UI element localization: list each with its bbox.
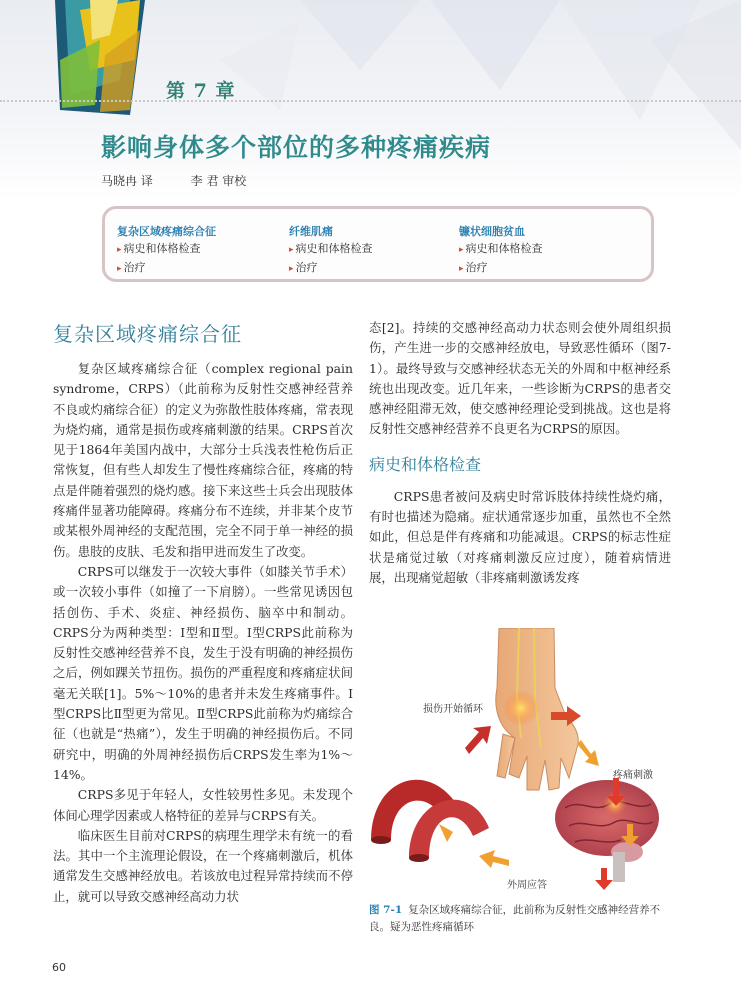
pain-cycle-illustration <box>369 628 671 896</box>
toc-item: ▸ 治疗 <box>117 259 216 278</box>
label-injury-cycle: 损伤开始循环 <box>423 704 483 715</box>
caption-text: 复杂区域疼痛综合征，此前称为反射性交感神经营养不良。疑为恶性疼痛循环 <box>369 904 661 933</box>
paragraph: 态[2]。持续的交感神经高动力状态则会使外周组织损伤，产生进一步的交感神经放电，导致恶性循环（图7-1）。最终导致与交感神经状态无关的外周和中枢神经系统也出现改变。近几年来，一些诊断为CRPS的患者交感神经阻滞无效，使交感神经理论受到挑战。这也是将反射性交感神经营养不良更名为CRPS的原因。 <box>369 320 671 437</box>
toc-item: ▸ 治疗 <box>289 259 373 278</box>
brain <box>555 778 659 890</box>
arrow-orange <box>577 740 599 766</box>
paragraph: CRPS可以继发于一次较大事件（如膝关节手术）或一次较小事件（如撞了一下肩膀）。一些常见诱因包括创伤、手术、炎症、神经损伤、脑卒中和制动。CRPS分为两种类型：Ⅰ型和Ⅱ型。Ⅰ型CRPS此前称为反射性交感神经营养不良，发生于没有明确的神经损伤之后，例如踝关节扭伤。损伤的严重程度和疼痛症状间毫无关联[1]。5%～10%的患者并未发生疼痛事件。Ⅰ型CRPS比Ⅱ型更为常见。Ⅱ型CRPS此前称为灼痛综合征（也就是“热痛”），发生于明确的神经损伤后。不同研究中，明确的外周神经损伤后CRPS发生率为1%～14%。 <box>53 563 353 782</box>
toc-item: ▸ 病史和体格检查 <box>289 240 373 259</box>
translator: 马晓冉 译 <box>101 174 153 188</box>
toc-heading: 纤维肌痛 <box>289 225 333 238</box>
chapter-number: 第 7 章 <box>166 80 236 102</box>
figure-7-1 <box>369 628 671 896</box>
reviewer: 李 君 审校 <box>190 174 247 188</box>
translator-line <box>101 172 280 189</box>
label-peripheral-response: 外周应答 <box>507 880 547 891</box>
toc-heading: 镰状细胞贫血 <box>459 225 525 238</box>
page-number: 60 <box>52 961 66 974</box>
header-dotted-line <box>0 100 741 102</box>
label-pain-stimulus: 疼痛刺激 <box>613 770 653 781</box>
toc-item: ▸ 治疗 <box>459 259 543 278</box>
left-column <box>53 318 353 907</box>
right-column <box>369 318 671 588</box>
toc-item: ▸ 病史和体格检查 <box>459 240 543 259</box>
arrow-red <box>465 726 491 754</box>
paragraph: CRPS多见于年轻人，女性较男性多见。未发现个体间心理学因素或人格特征的差异与CRPS有关。 <box>53 787 353 823</box>
toc-heading: 复杂区域疼痛综合征 <box>117 225 216 238</box>
paragraph: CRPS患者被问及病史时常诉肢体持续性烧灼痛，有时也描述为隐痛。症状通常逐步加重，虽然也不全然如此，但总是伴有疼痛和功能减退。CRPS的标志性症状是痛觉过敏（对疼痛刺激反应过度），随着病情进展，出现痛觉超敏（非疼痛刺激诱发疼 <box>369 488 671 585</box>
chapter-contents-box <box>102 206 654 282</box>
paragraph: 临床医生目前对CRPS的病理生理学未有统一的看法。其中一个主流理论假设，在一个疼痛刺激后，机体通常发生交感神经放电。若该放电过程异常持续而不停止，就可以导致交感神经高动力状 <box>53 827 353 904</box>
figure-number: 图 7-1 <box>369 904 403 916</box>
toc-column <box>459 223 543 278</box>
arrow-orange <box>479 850 509 868</box>
paragraph: 复杂区域疼痛综合征（complex regional pain syndrome，CRPS）（此前称为反射性交感神经营养不良或灼痛综合征）的定义为弥散性肢体疼痛，常表现为烧灼痛，通常是损伤或疼痛刺激的结果。CRPS首次见于1864年美国内战中，大部分士兵浅表性枪伤后正常恢复，但有些人却发生了慢性疼痛综合征，疼痛的特点是伴随着强烈的烧灼感。接下来这些士兵会出现肢体疼痛伴显著功能障碍。疼痛分布不连续，并非某个皮节或某根外周神经的支配范围，完全不同于单一神经的损伤。患肢的皮肤、毛发和指甲进而发生了改变。 <box>53 361 353 559</box>
toc-column <box>117 223 216 278</box>
chapter-title: 影响身体多个部位的多种疼痛疾病 <box>101 133 492 162</box>
injury-glow <box>503 690 539 726</box>
toc-column <box>289 223 373 278</box>
subsection-heading: 病史和体格检查 <box>369 454 482 474</box>
section-heading: 复杂区域疼痛综合征 <box>53 322 242 346</box>
toc-item: ▸ 病史和体格检查 <box>117 240 216 259</box>
figure-caption <box>369 902 671 936</box>
blood-vessels <box>371 780 489 862</box>
